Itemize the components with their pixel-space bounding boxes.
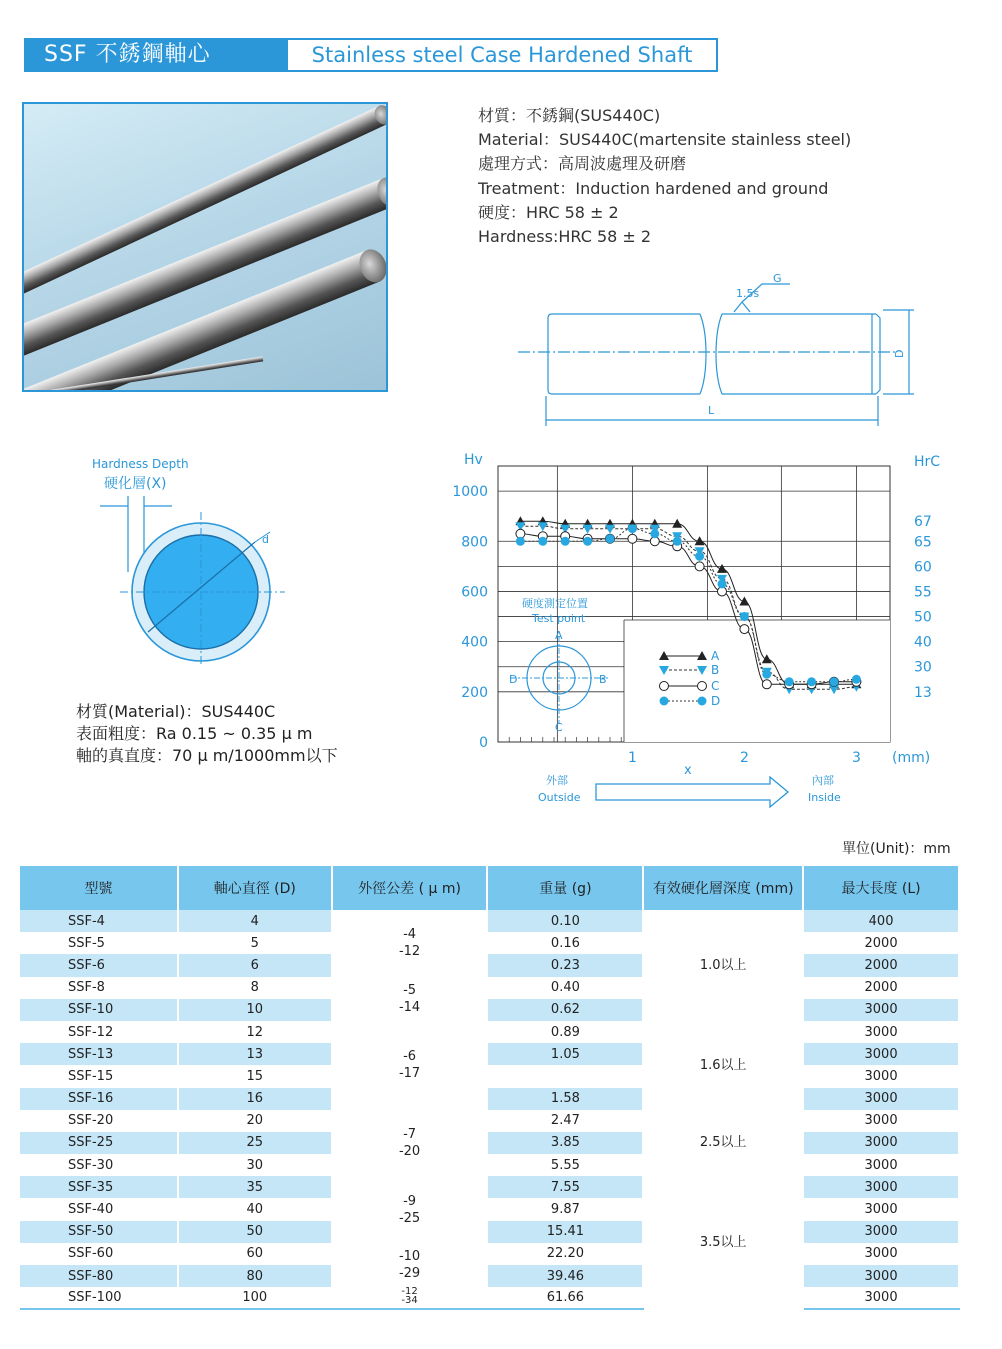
spec-line: Treatment：Induction hardened and ground	[478, 178, 829, 198]
point-marker	[606, 534, 615, 543]
cell-depth: 3.5以上	[643, 1176, 803, 1309]
table-row	[20, 977, 959, 999]
point-marker	[660, 682, 669, 691]
product-photo	[22, 102, 388, 392]
shafts-illustration	[24, 104, 386, 390]
cell-depth: 1.0以上	[643, 910, 803, 1021]
cell-model: SSF-5	[20, 932, 178, 954]
cell-max-length: 3000	[803, 1176, 959, 1198]
cell-model: SSF-25	[20, 1132, 178, 1154]
cell-weight: 9.87	[487, 1198, 643, 1220]
cell-diameter: 16	[178, 1088, 332, 1110]
inset-label-b: B	[599, 673, 607, 686]
cell-model: SSF-12	[20, 1021, 178, 1043]
inset-label-c: C	[555, 721, 563, 734]
diameter-d-label: d	[262, 533, 269, 546]
hrc-tick-label: 67	[914, 514, 932, 531]
cell-max-length: 3000	[803, 1287, 959, 1309]
cell-diameter: 40	[178, 1198, 332, 1220]
legend-label: D	[711, 694, 721, 708]
table-row	[20, 1221, 959, 1243]
cell-weight: 15.41	[487, 1221, 643, 1243]
point-marker	[698, 697, 707, 706]
point-marker	[583, 537, 592, 546]
tolerance-lower: -25	[398, 1210, 421, 1226]
cell-model: SSF-30	[20, 1154, 178, 1176]
cell-diameter: 10	[178, 999, 332, 1021]
cell-tolerance	[332, 1243, 488, 1287]
cell-weight: 2.47	[487, 1110, 643, 1132]
table-row	[20, 1043, 959, 1065]
cell-model: SSF-50	[20, 1221, 178, 1243]
tolerance-upper: -10	[398, 1249, 421, 1264]
outside-en: Outside	[538, 791, 581, 804]
cell-weight: 61.66	[487, 1287, 643, 1309]
hrc-tick-label: 65	[914, 534, 932, 551]
cell-tolerance	[332, 1110, 488, 1177]
x-tick-label: 2	[739, 750, 749, 766]
cell-diameter: 60	[178, 1243, 332, 1265]
dim-d-label: D	[893, 349, 906, 358]
cell-model: SSF-13	[20, 1043, 178, 1065]
point-marker	[740, 625, 749, 634]
cell-model: SSF-40	[20, 1198, 178, 1220]
cell-max-length: 2000	[803, 954, 959, 976]
col-header-model: 型號	[20, 866, 178, 910]
y-tick-label: 0	[479, 735, 488, 751]
cell-max-length: 3000	[803, 1221, 959, 1243]
shaft-drawing	[500, 270, 940, 430]
table-row	[20, 1021, 959, 1043]
direction-indicator	[538, 773, 841, 807]
tolerance-lower: -29	[398, 1266, 421, 1281]
point-marker	[538, 537, 547, 546]
y-axis-right-label: HrC	[914, 454, 941, 470]
hardness-depth-en: Hardness Depth	[92, 457, 189, 471]
cell-model: SSF-60	[20, 1243, 178, 1265]
outside-cn: 外部	[546, 774, 568, 787]
cell-weight	[487, 1065, 643, 1087]
cell-model: SSF-6	[20, 954, 178, 976]
x-axis-label: x	[684, 763, 692, 778]
cell-diameter: 8	[178, 977, 332, 999]
table-row	[20, 1176, 959, 1198]
inside-en: Inside	[808, 791, 841, 804]
tolerance-lower: -12	[398, 944, 421, 960]
point-marker	[628, 524, 637, 533]
cell-diameter: 35	[178, 1176, 332, 1198]
tolerance-upper: -5	[403, 982, 417, 998]
x-tick-label: 3	[851, 750, 861, 766]
cell-model: SSF-8	[20, 977, 178, 999]
cell-weight: 0.40	[487, 977, 643, 999]
point-marker	[830, 677, 839, 686]
cell-tolerance	[332, 977, 488, 1021]
cell-weight: 0.89	[487, 1021, 643, 1043]
point-marker	[695, 552, 704, 561]
cell-max-length: 400	[803, 910, 959, 932]
cell-diameter: 6	[178, 954, 332, 976]
y-tick-label: 1000	[452, 484, 488, 501]
cell-max-length: 3000	[803, 1065, 959, 1087]
inset-label-d: D	[509, 673, 518, 686]
cell-diameter: 15	[178, 1065, 332, 1087]
cell-diameter: 30	[178, 1154, 332, 1176]
table-row	[20, 1265, 959, 1287]
cell-weight: 0.10	[487, 910, 643, 932]
cell-weight: 0.23	[487, 954, 643, 976]
title-en: Stainless steel Case Hardened Shaft	[286, 38, 718, 72]
cell-max-length: 2000	[803, 932, 959, 954]
grind-label: G	[773, 272, 782, 285]
cell-max-length: 3000	[803, 1154, 959, 1176]
point-marker	[516, 537, 525, 546]
x-tick-label: 1	[627, 750, 637, 766]
point-marker	[605, 525, 615, 534]
title-cn: SSF 不銹鋼軸心	[24, 38, 286, 72]
cell-diameter: 4	[178, 910, 332, 932]
cell-diameter: 25	[178, 1132, 332, 1154]
cell-max-length: 3000	[803, 999, 959, 1021]
cell-model: SSF-16	[20, 1088, 178, 1110]
legend-label: C	[711, 679, 720, 693]
cell-model: SSF-20	[20, 1110, 178, 1132]
y-tick-label: 400	[461, 634, 488, 651]
point-marker	[695, 562, 704, 571]
table-row	[20, 1110, 959, 1132]
cell-max-length: 3000	[803, 1043, 959, 1065]
inset-title-cn: 硬度測定位置	[522, 597, 588, 610]
x-unit-label: (mm)	[892, 750, 931, 766]
point-marker	[852, 675, 861, 684]
tolerance-lower: -20	[398, 1143, 421, 1159]
cell-diameter: 20	[178, 1110, 332, 1132]
cell-model: SSF-35	[20, 1176, 178, 1198]
cell-max-length: 3000	[803, 1110, 959, 1132]
spec-table	[20, 866, 960, 1310]
cell-tolerance	[332, 910, 488, 977]
point-marker	[718, 579, 727, 588]
cell-tolerance	[332, 1287, 488, 1309]
point-marker	[660, 697, 669, 706]
tolerance-values	[401, 1287, 417, 1305]
inset-label-a: A	[555, 629, 563, 642]
material-line: 表面粗度：Ra 0.15 ~ 0.35 μ m	[76, 724, 313, 743]
cell-max-length: 3000	[803, 1132, 959, 1154]
table-row	[20, 999, 959, 1021]
cell-max-length: 3000	[803, 1198, 959, 1220]
hrc-tick-label: 30	[914, 659, 932, 676]
cell-max-length: 2000	[803, 977, 959, 999]
material-list	[76, 701, 338, 767]
cell-diameter: 80	[178, 1265, 332, 1287]
cell-model: SSF-100	[20, 1287, 178, 1309]
table-row	[20, 1243, 959, 1265]
spec-line: Hardness:HRC 58 ± 2	[478, 227, 652, 247]
cell-depth: 1.6以上	[643, 1021, 803, 1110]
table-row	[20, 932, 959, 954]
point-marker	[628, 534, 637, 543]
y-tick-label: 600	[461, 584, 488, 601]
cell-weight: 0.16	[487, 932, 643, 954]
table-row	[20, 1065, 959, 1087]
table-row	[20, 1088, 959, 1110]
col-header-max-length: 最大長度 (L)	[803, 866, 959, 910]
legend-label: A	[711, 649, 720, 663]
table-row	[20, 1154, 959, 1176]
col-header-depth: 有效硬化層深度 (mm)	[643, 866, 803, 910]
table-row	[20, 910, 959, 932]
hrc-tick-label: 13	[914, 684, 932, 701]
point-marker	[583, 525, 593, 534]
hrc-tick-label: 60	[914, 559, 932, 576]
cell-weight: 5.55	[487, 1154, 643, 1176]
point-marker	[740, 612, 749, 621]
point-marker	[739, 596, 749, 605]
col-header-tolerance: 外徑公差 ( μ m)	[332, 866, 488, 910]
roughness-label: 1.5s	[736, 287, 760, 300]
spec-line: 材質：不銹鋼(SUS440C)	[478, 106, 661, 125]
hrc-tick-label: 50	[914, 609, 932, 626]
cell-max-length: 3000	[803, 1021, 959, 1043]
inset-title-en: Test point	[532, 612, 586, 625]
hardness-chart	[440, 448, 970, 818]
cell-max-length: 3000	[803, 1243, 959, 1265]
tolerance-lower: -14	[398, 999, 421, 1015]
spec-line: 處理方式：高周波處理及研磨	[478, 154, 687, 174]
hardness-depth-cn: 硬化層(X)	[104, 476, 167, 492]
cell-diameter: 50	[178, 1221, 332, 1243]
col-header-weight: 重量 (g)	[487, 866, 643, 910]
inside-cn: 內部	[812, 774, 834, 787]
point-marker	[785, 677, 794, 686]
cell-tolerance	[332, 1021, 488, 1110]
cell-weight: 0.62	[487, 999, 643, 1021]
cell-diameter: 12	[178, 1021, 332, 1043]
tolerance-upper: -12	[401, 1286, 418, 1298]
point-marker	[561, 537, 570, 546]
dim-l-label: L	[708, 404, 715, 417]
point-marker	[807, 677, 816, 686]
hrc-tick-label: 40	[914, 634, 932, 651]
material-line: 材質(Material)：SUS440C	[76, 702, 276, 721]
table-header-row	[20, 866, 959, 910]
tolerance-upper: -4	[403, 927, 417, 943]
tolerance-lower: -17	[398, 1066, 421, 1082]
cell-max-length: 3000	[803, 1265, 959, 1287]
y-tick-label: 800	[461, 534, 488, 551]
spec-list	[478, 104, 851, 249]
spec-line: 硬度：HRC 58 ± 2	[478, 202, 619, 222]
cell-model: SSF-80	[20, 1265, 178, 1287]
spec-line: Material：SUS440C(martensite stainless steel)	[478, 130, 852, 150]
table-row	[20, 1198, 959, 1220]
legend-label: B	[711, 663, 720, 677]
point-marker	[762, 670, 771, 679]
point-marker	[762, 680, 771, 689]
unit-label: 單位(Unit)：mm	[842, 841, 951, 857]
table-row	[20, 1132, 959, 1154]
cell-max-length: 3000	[803, 1088, 959, 1110]
cell-diameter: 13	[178, 1043, 332, 1065]
cell-weight: 3.85	[487, 1132, 643, 1154]
table-row	[20, 954, 959, 976]
cell-weight: 1.05	[487, 1043, 643, 1065]
point-marker	[698, 682, 707, 691]
cell-weight: 39.46	[487, 1265, 643, 1287]
y-axis-left-label: Hv	[464, 452, 483, 468]
point-marker	[650, 529, 659, 538]
hrc-tick-label: 55	[914, 584, 932, 601]
tolerance-lower: -34	[401, 1295, 418, 1307]
cell-weight: 7.55	[487, 1176, 643, 1198]
cell-model: SSF-10	[20, 999, 178, 1021]
cell-diameter: 100	[178, 1287, 332, 1309]
cell-model: SSF-4	[20, 910, 178, 932]
cell-diameter: 5	[178, 932, 332, 954]
chart-grid	[452, 466, 931, 766]
cell-weight: 1.58	[487, 1088, 643, 1110]
tolerance-upper: -9	[403, 1193, 417, 1209]
y-tick-label: 200	[461, 684, 488, 701]
tolerance-upper: -6	[403, 1049, 417, 1065]
col-header-diameter: 軸心直徑 (D)	[178, 866, 332, 910]
point-marker	[673, 537, 682, 546]
cell-model: SSF-15	[20, 1065, 178, 1087]
table-row	[20, 1287, 959, 1309]
cell-weight: 22.20	[487, 1243, 643, 1265]
material-line: 軸的真直度：70 μ m/1000mm以下	[76, 746, 338, 765]
cell-depth: 2.5以上	[643, 1110, 803, 1177]
tolerance-upper: -7	[403, 1126, 417, 1142]
cell-tolerance	[332, 1176, 488, 1243]
hardness-depth-diagram	[80, 452, 310, 672]
